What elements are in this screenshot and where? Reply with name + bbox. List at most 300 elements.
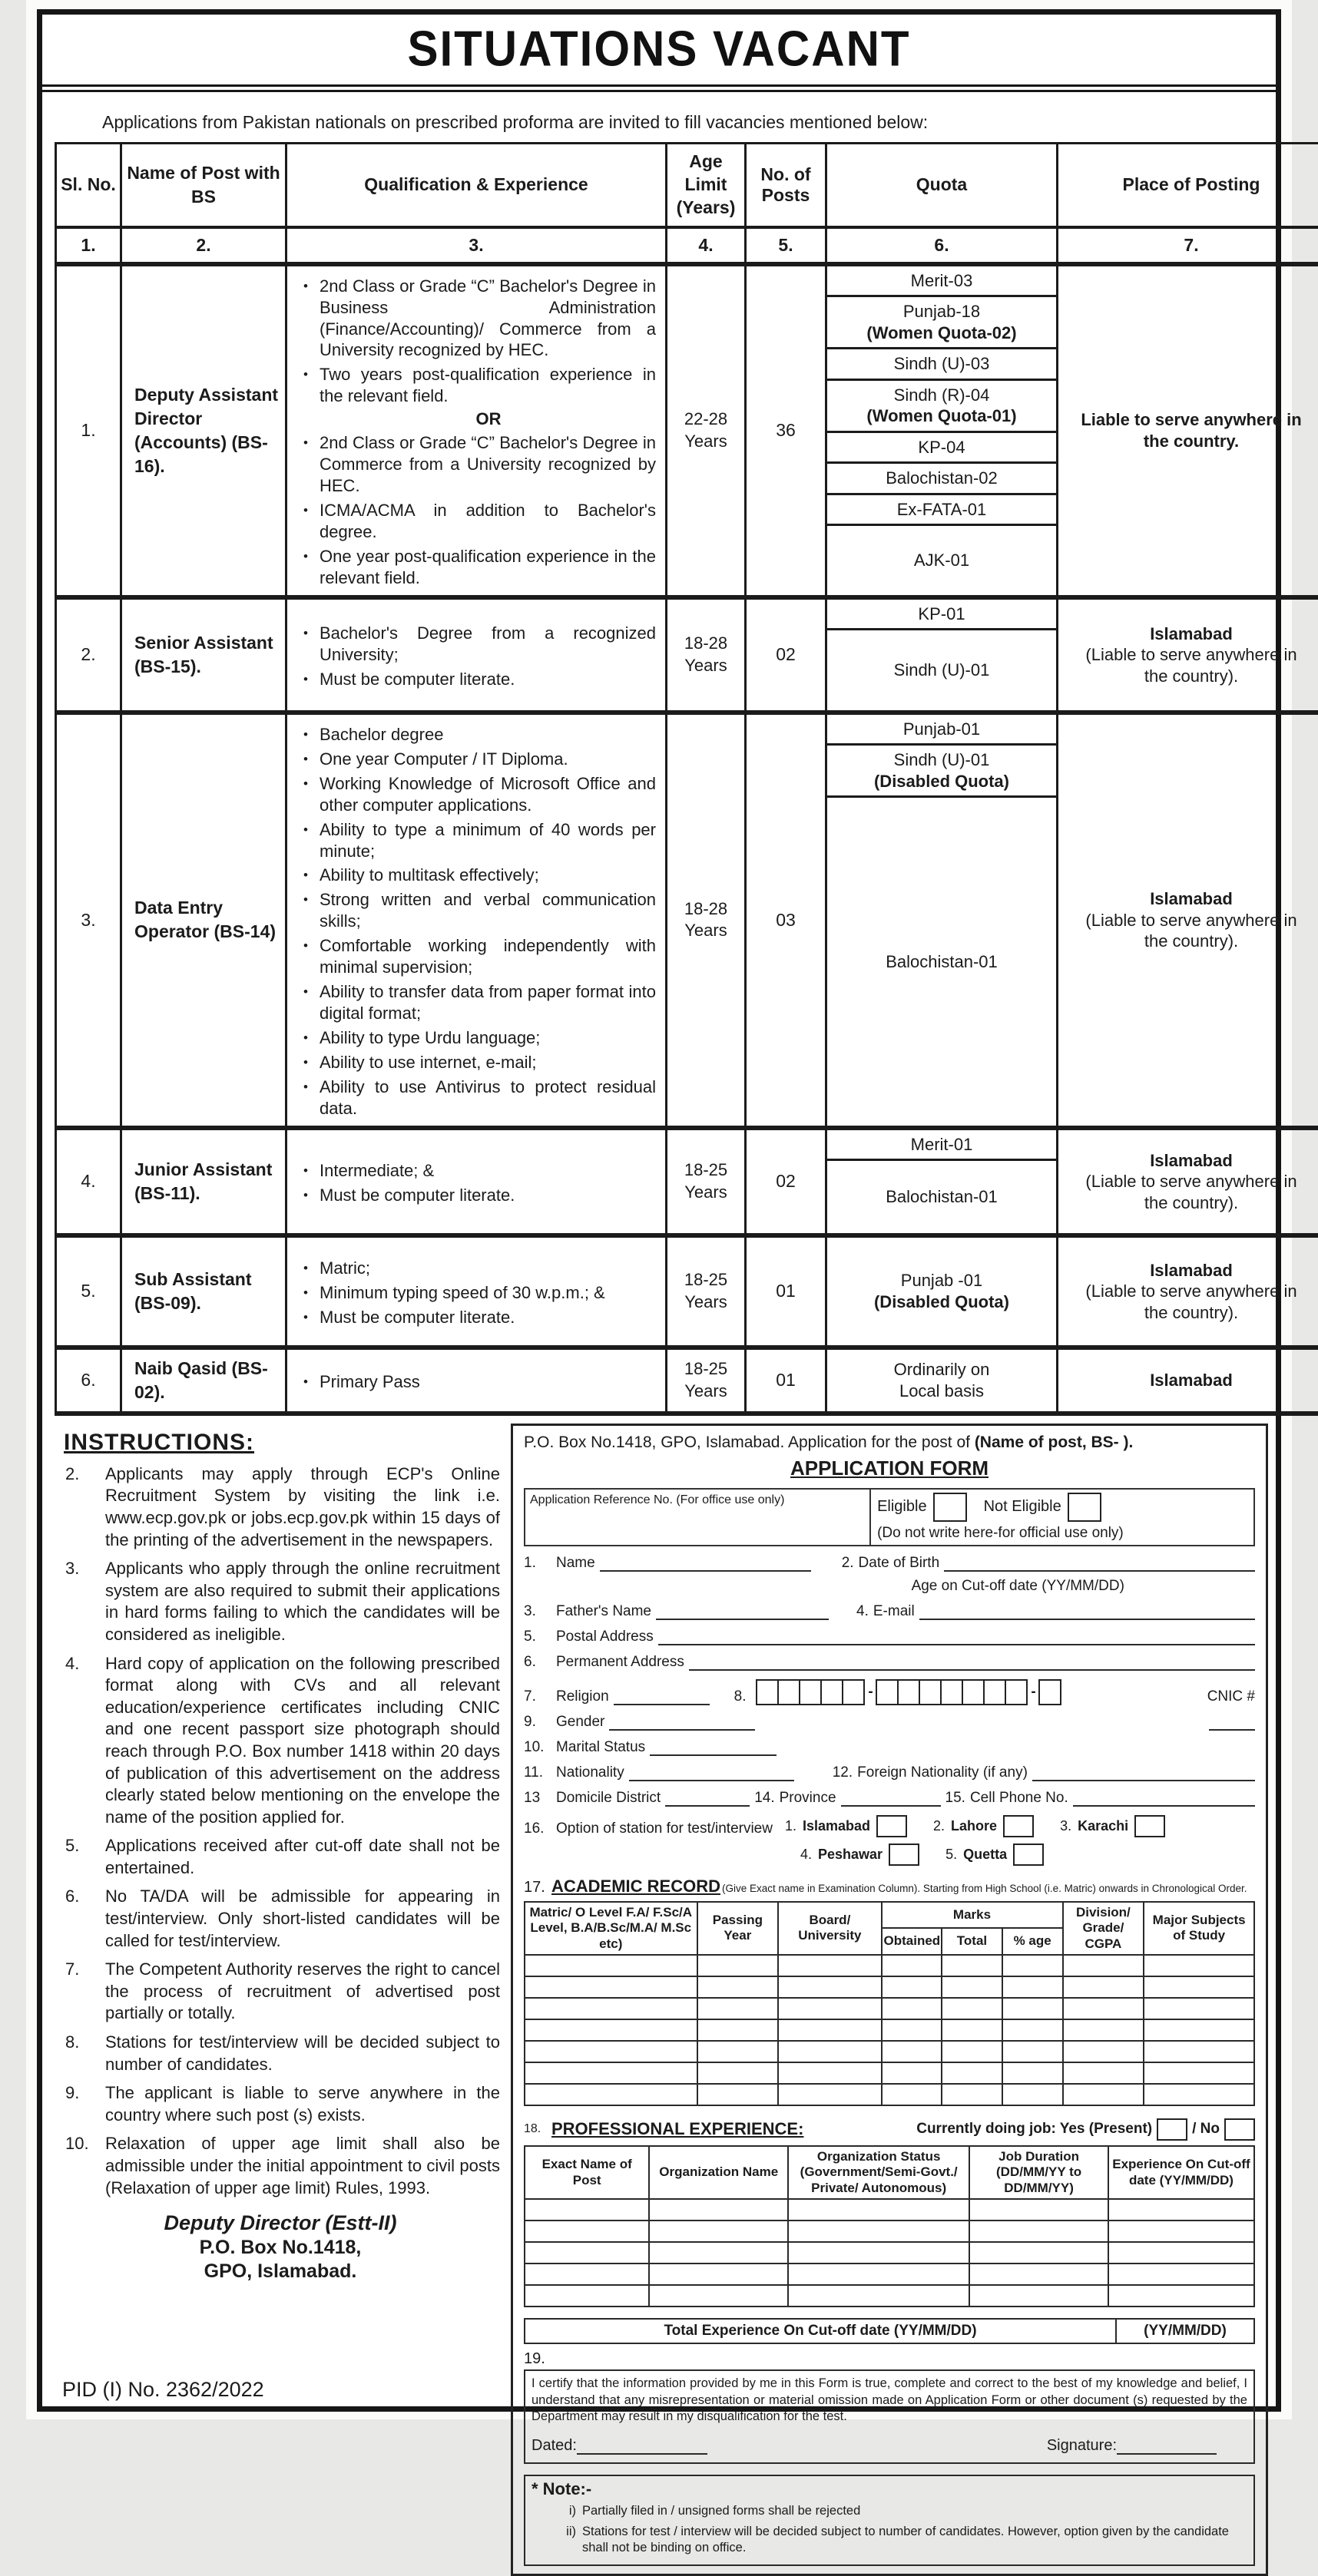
- quota-segment: [827, 746, 1056, 798]
- station-checkbox: [876, 1815, 907, 1837]
- newspaper-ad-page: [26, 0, 1292, 2419]
- td-element: [525, 1998, 697, 2019]
- experience-empty-row: [525, 2221, 1254, 2242]
- item-number: 10.: [61, 2133, 105, 2199]
- qualification-text: Must be computer literate.: [320, 1185, 657, 1206]
- td-element: [525, 2199, 649, 2221]
- station-checkbox: [889, 1844, 919, 1866]
- place-cell: [1058, 597, 1318, 713]
- qualification-text: 2nd Class or Grade “C” Bachelor's Degree in Commerce from a University recognized by HEC.: [320, 432, 657, 497]
- cnic-boxes: [757, 1679, 1061, 1705]
- td-element: [697, 1998, 779, 2019]
- qualification-text: Primary Pass: [320, 1371, 657, 1393]
- nationality-blank: [629, 1767, 794, 1781]
- td-element: [525, 1976, 697, 1998]
- academic-empty-row: [525, 1998, 1254, 2019]
- bullet-icon: •: [292, 623, 320, 666]
- exp-duration-col-header: Job Duration (DD/MM/YY to DD/MM/YY): [969, 2146, 1108, 2199]
- field-number: 8.: [734, 1688, 747, 1705]
- dob-field-blank: [944, 1558, 1255, 1572]
- instruction-item: [61, 1653, 500, 1829]
- posts-cell: 01: [746, 1348, 826, 1414]
- field-number: 17.: [524, 1879, 551, 1896]
- td-element: [882, 2019, 942, 2041]
- age-cell: 18-25 Years: [667, 1348, 746, 1414]
- item-number: ii): [553, 2524, 582, 2557]
- bullet-icon: •: [292, 773, 320, 816]
- station-option: [945, 1844, 1044, 1866]
- job-no-checkbox: [1224, 2118, 1255, 2141]
- quota-list: [827, 715, 1056, 1126]
- qualification-bullet: [292, 364, 657, 407]
- instruction-item: [61, 1558, 500, 1645]
- station-name: Islamabad: [803, 1818, 870, 1834]
- experience-empty-row: [525, 2242, 1254, 2264]
- place-line: Islamabad: [1150, 888, 1233, 910]
- form-row-station-options: [524, 1815, 1255, 1837]
- qualification-cell: [286, 1128, 667, 1235]
- field-number: 5.: [524, 1629, 551, 1645]
- sl-cell: 2.: [56, 597, 121, 713]
- col-number: 4.: [667, 227, 746, 264]
- cnic-box: [799, 1679, 822, 1705]
- obtained-col-header: Obtained: [882, 1928, 942, 1955]
- quota-line: (Women Quota-02): [866, 322, 1016, 344]
- email-blank: [919, 1606, 1255, 1620]
- cnic-box: [1038, 1679, 1061, 1705]
- quota-cell: [826, 713, 1058, 1128]
- quota-line: Sindh (R)-04: [894, 385, 990, 406]
- signoff-pobox: P.O. Box No.1418,: [61, 2237, 500, 2259]
- academic-record-note: (Give Exact name in Examination Column). Starting from High School (i.e. Matric) onwards in Chronological Order.: [722, 1883, 1247, 1894]
- form-row-nationality: [524, 1764, 1255, 1781]
- percentage-col-header: % age: [1002, 1928, 1063, 1955]
- quota-line: Punjab -01: [901, 1270, 982, 1291]
- bullet-icon: •: [292, 1371, 320, 1393]
- posts-cell: 01: [746, 1235, 826, 1348]
- domicile-label: Domicile District: [556, 1790, 661, 1807]
- bullet-icon: •: [292, 749, 320, 770]
- form-row-father-email: [524, 1603, 1255, 1620]
- form-row-station-options-2: [524, 1844, 1255, 1866]
- qualification-text: Two years post-qualification experience in the relevant field.: [320, 364, 657, 407]
- td-element: [1063, 1976, 1144, 1998]
- passing-year-col-header: Passing Year: [697, 1902, 779, 1955]
- td-element: [1002, 2041, 1063, 2062]
- td-element: [788, 2199, 969, 2221]
- place-line: (Liable to serve anywhere in the country).: [1075, 910, 1307, 952]
- instruction-item: [61, 2133, 500, 2199]
- field-number: 14.: [754, 1790, 774, 1807]
- posts-cell: 02: [746, 1128, 826, 1235]
- td-element: [525, 2242, 649, 2264]
- station-name: Lahore: [951, 1818, 997, 1834]
- td-element: [942, 2062, 1002, 2084]
- instructions-column: [61, 1424, 500, 2576]
- post-cell: Naib Qasid (BS-02).: [121, 1348, 286, 1414]
- bottom-section: [42, 1416, 1276, 2576]
- cnic-box: [777, 1679, 800, 1705]
- qualification-text: ICMA/ACMA in addition to Bachelor's degree.: [320, 500, 657, 543]
- td-element: [1144, 1976, 1254, 1998]
- cnic-box: [940, 1679, 963, 1705]
- total-experience-row: [524, 2318, 1255, 2344]
- item-number: 2.: [61, 1463, 105, 1551]
- col-number: 3.: [286, 227, 667, 264]
- item-text: Applicants may apply through ECP's Online Recruitment System by visiting the link i.e. www.ecp.gov.pk or jobs.ecp.gov.pk within 15 days of the printing of the advertisement in the newspapers.: [105, 1463, 500, 1551]
- quota-segment: [827, 630, 1056, 710]
- thead-element: [525, 1902, 1254, 1955]
- postal-address-blank: [658, 1632, 1255, 1645]
- place-line: (Liable to serve anywhere in the country).: [1075, 1281, 1307, 1323]
- application-form-box: [511, 1424, 1268, 2576]
- form-row-domicile: [524, 1790, 1255, 1807]
- td-element: [1002, 2084, 1063, 2105]
- station-option: [1060, 1815, 1165, 1837]
- quota-line: (Disabled Quota): [874, 1291, 1009, 1313]
- bullet-icon: •: [292, 724, 320, 746]
- quota-line: AJK-01: [914, 550, 969, 571]
- bullet-icon: •: [292, 1052, 320, 1073]
- tbody-element: [56, 264, 1318, 1414]
- field-number: 12.: [833, 1764, 853, 1781]
- field-number: 16.: [524, 1820, 551, 1837]
- item-number: 8.: [61, 2032, 105, 2075]
- field-number: 10.: [524, 1739, 551, 1756]
- place-lines: [1058, 715, 1318, 1126]
- form-row-religion-cnic: [524, 1679, 1255, 1705]
- post-cell: Deputy Assistant Director (Accounts) (BS-16).: [121, 264, 286, 597]
- qualification-bullet: [292, 1371, 657, 1393]
- quota-segment: [827, 600, 1056, 631]
- td-element: [942, 2041, 1002, 2062]
- short-blank: [1209, 1717, 1255, 1731]
- place-line: Islamabad: [1150, 623, 1233, 645]
- qualification-text: Intermediate; &: [320, 1160, 657, 1182]
- quota-line: Balochistan-02: [886, 468, 998, 489]
- post-cell: Sub Assistant (BS-09).: [121, 1235, 286, 1348]
- province-label: Province: [780, 1790, 836, 1807]
- td-element: [525, 2221, 649, 2242]
- field-number: 1.: [524, 1555, 551, 1572]
- col-header-posts: No. of Posts: [746, 144, 826, 227]
- td-element: [778, 2019, 881, 2041]
- marks-group-header: Marks: [882, 1902, 1063, 1929]
- signature-label: Signature:: [1047, 2437, 1117, 2455]
- quota-line: Balochistan-01: [886, 951, 998, 973]
- td-element: [942, 1976, 1002, 1998]
- pid-number: PID (I) No. 2362/2022: [62, 2378, 264, 2402]
- td-element: [525, 2084, 697, 2105]
- td-element: [525, 2019, 697, 2041]
- form-pobox-text: P.O. Box No.1418, GPO, Islamabad.: [524, 1433, 784, 1451]
- td-element: [1063, 2041, 1144, 2062]
- item-text: No TA/DA will be admissible for appearing in test/interview. Only short-listed candidates will be called for test/interview.: [105, 1886, 500, 1952]
- foreign-nationality-label: Foreign Nationality (if any): [857, 1764, 1028, 1781]
- bullet-icon: •: [292, 500, 320, 543]
- qualification-bullet: [292, 935, 657, 978]
- place-lines: [1058, 1238, 1318, 1345]
- td-element: [649, 2264, 788, 2285]
- form-row-name-dob: [524, 1555, 1255, 1572]
- item-number: i): [553, 2503, 582, 2519]
- td-element: [1144, 1955, 1254, 1976]
- domicile-blank: [665, 1793, 750, 1807]
- dob-field-label: Date of Birth: [859, 1555, 940, 1572]
- station-checkbox: [1013, 1844, 1044, 1866]
- qualification-cell: [286, 264, 667, 597]
- place-line: Islamabad: [1150, 1150, 1233, 1172]
- dated-label: Dated:: [532, 2437, 577, 2455]
- td-element: [697, 2041, 779, 2062]
- qualification-bullet: [292, 432, 657, 497]
- col-number: 2.: [121, 227, 286, 264]
- td-element: [1002, 1998, 1063, 2019]
- page-title: SITUATIONS VACANT: [42, 20, 1276, 78]
- td-element: [882, 2084, 942, 2105]
- field-number: 7.: [524, 1688, 551, 1705]
- item-text: The applicant is liable to serve anywhere in the country where such post (s) exists.: [105, 2082, 500, 2126]
- td-element: [697, 2084, 779, 2105]
- qualification-text: Bachelor degree: [320, 724, 657, 746]
- signoff-block: [61, 2211, 500, 2283]
- td-element: [525, 1955, 697, 1976]
- official-use-note: (Do not write here-for official use only): [877, 1525, 1247, 1542]
- station-number: 3.: [1060, 1818, 1071, 1834]
- quota-cell: [826, 1348, 1058, 1414]
- station-number: 1.: [785, 1818, 796, 1834]
- quota-line: Ordinarily on: [894, 1359, 990, 1381]
- marital-status-blank: [650, 1742, 777, 1756]
- qualification-text: Must be computer literate.: [320, 669, 657, 690]
- experience-table: [524, 2145, 1255, 2307]
- quota-segment: [827, 526, 1056, 595]
- note-item: [532, 2503, 1247, 2519]
- cnic-label: CNIC #: [1207, 1688, 1255, 1705]
- academic-record-heading: [524, 1877, 1255, 1896]
- td-element: [1063, 1998, 1144, 2019]
- qualification-bullet: [292, 623, 657, 666]
- or-separator: OR: [320, 409, 657, 429]
- td-element: [1063, 2084, 1144, 2105]
- academic-empty-row: [525, 2084, 1254, 2105]
- academic-empty-row: [525, 2041, 1254, 2062]
- religion-blank: [614, 1691, 710, 1705]
- field-number: 6.: [524, 1654, 551, 1671]
- bullet-icon: •: [292, 935, 320, 978]
- total-experience-label: Total Experience On Cut-off date (YY/MM/DD): [525, 2320, 1117, 2343]
- current-job-row: [916, 2118, 1255, 2141]
- field-number: 9.: [524, 1714, 551, 1731]
- quota-segment: [827, 1130, 1056, 1162]
- td-element: [778, 2062, 881, 2084]
- qualification-cell: [286, 1348, 667, 1414]
- td-element: [525, 2264, 649, 2285]
- place-cell: [1058, 1128, 1318, 1235]
- quota-segment: [827, 1161, 1056, 1233]
- qualification-bullet: [292, 1027, 657, 1049]
- bullet-icon: •: [292, 1282, 320, 1304]
- gender-label: Gender: [556, 1714, 604, 1731]
- item-19-number: 19.: [524, 2350, 1255, 2368]
- eligible-checkbox: [933, 1493, 967, 1522]
- qualification-text: Ability to type Urdu language;: [320, 1027, 657, 1049]
- father-name-label: Father's Name: [556, 1603, 651, 1620]
- sl-cell: 3.: [56, 713, 121, 1128]
- place-cell: [1058, 713, 1318, 1128]
- tbody-element: [525, 2199, 1254, 2306]
- qualification-text: 2nd Class or Grade “C” Bachelor's Degree in Business Administration (Finance/Accounting)/ Commerce from a University recognized by HEC.: [320, 276, 657, 362]
- quota-line: (Disabled Quota): [874, 771, 1009, 792]
- bullet-icon: •: [292, 669, 320, 690]
- station-option: [785, 1815, 907, 1837]
- field-number: 4.: [856, 1603, 869, 1620]
- quota-cell: [826, 597, 1058, 713]
- age-cell: 18-28 Years: [667, 713, 746, 1128]
- station-checkbox: [1134, 1815, 1165, 1837]
- exam-col-header: Matric/ O Level F.A/ F.Sc/A Level, B.A/B.Sc/M.A/ M.Sc etc): [525, 1902, 697, 1955]
- form-row-postal: [524, 1629, 1255, 1645]
- td-element: [882, 2041, 942, 2062]
- quota-line: Sindh (U)-01: [894, 749, 990, 771]
- qualification-bullet: [292, 773, 657, 816]
- quota-segment: [827, 464, 1056, 495]
- quota-line: KP-01: [918, 603, 965, 625]
- academic-record-table: [524, 1901, 1255, 2106]
- qualification-text: Ability to type a minimum of 40 words per minute;: [320, 819, 657, 862]
- experience-empty-row: [525, 2199, 1254, 2221]
- experience-empty-row: [525, 2264, 1254, 2285]
- qualification-text: Strong written and verbal communication skills;: [320, 889, 657, 932]
- quota-line: Sindh (U)-03: [894, 353, 990, 375]
- item-number: 5.: [61, 1835, 105, 1879]
- total-experience-value: (YY/MM/DD): [1117, 2320, 1253, 2343]
- cell-phone-label: Cell Phone No.: [970, 1790, 1068, 1807]
- qualification-bullet: [292, 1052, 657, 1073]
- place-line: Islamabad: [1150, 1260, 1233, 1281]
- dated-blank: [577, 2441, 707, 2455]
- table-row: [56, 1128, 1318, 1235]
- experience-header-row: [525, 2146, 1254, 2199]
- place-lines: [1058, 1350, 1318, 1411]
- note-list: [532, 2503, 1247, 2556]
- exp-status-col-header: Organization Status (Government/Semi-Govt./ Private/ Autonomous): [788, 2146, 969, 2199]
- qualification-bullet: [292, 1076, 657, 1119]
- station-option: [933, 1815, 1034, 1837]
- td-element: [942, 2084, 1002, 2105]
- place-lines: [1058, 266, 1318, 595]
- jobs-table-header: [56, 144, 1318, 264]
- qualification-bullet: [292, 749, 657, 770]
- cnic-box: [962, 1679, 985, 1705]
- td-element: [649, 2221, 788, 2242]
- td-element: [649, 2242, 788, 2264]
- col-header-age: Age Limit (Years): [667, 144, 746, 227]
- item-number: 6.: [61, 1886, 105, 1952]
- foreign-nationality-blank: [1032, 1767, 1255, 1781]
- sl-cell: 5.: [56, 1235, 121, 1348]
- quota-segment: [827, 433, 1056, 465]
- age-cell: 18-28 Years: [667, 597, 746, 713]
- item-text: The Competent Authority reserves the right to cancel the process of recruitment of advertised post partially or totally.: [105, 1959, 500, 2025]
- qualification-bullet: [292, 889, 657, 932]
- quota-line: Ex-FATA-01: [897, 499, 987, 521]
- academic-empty-row: [525, 1955, 1254, 1976]
- td-element: [525, 2041, 697, 2062]
- academic-empty-row: [525, 2019, 1254, 2041]
- td-element: [1002, 1976, 1063, 1998]
- name-field-blank: [600, 1558, 811, 1572]
- item-number: 4.: [61, 1653, 105, 1829]
- td-element: [1144, 2062, 1254, 2084]
- td-element: [1144, 2041, 1254, 2062]
- bullet-icon: •: [292, 1307, 320, 1328]
- item-number: 3.: [61, 1558, 105, 1645]
- td-element: [969, 2285, 1108, 2306]
- qualification-bullet: [292, 1282, 657, 1304]
- eligibility-area: [871, 1490, 1253, 1545]
- td-element: [1144, 2019, 1254, 2041]
- sl-cell: 6.: [56, 1348, 121, 1414]
- job-no-label: / No: [1192, 2121, 1220, 2138]
- qualification-list: [292, 623, 657, 690]
- td-element: [969, 2199, 1108, 2221]
- col-header-qualification: Qualification & Experience: [286, 144, 667, 227]
- experience-heading-row: [524, 2118, 1255, 2141]
- td-element: [525, 2062, 697, 2084]
- quota-cell: [826, 1235, 1058, 1348]
- cnic-box: [756, 1679, 779, 1705]
- instructions-heading: INSTRUCTIONS:: [64, 1430, 500, 1456]
- qualification-list: [292, 276, 657, 589]
- td-element: [969, 2221, 1108, 2242]
- qualification-bullet: [292, 1307, 657, 1328]
- col-number: 5.: [746, 227, 826, 264]
- bullet-icon: •: [292, 1076, 320, 1119]
- qualification-text: One year Computer / IT Diploma.: [320, 749, 657, 770]
- td-element: [788, 2242, 969, 2264]
- instruction-item: [61, 1886, 500, 1952]
- note-box: [524, 2475, 1255, 2565]
- place-line: Islamabad: [1150, 1370, 1233, 1391]
- qualification-text: Ability to use Antivirus to protect residual data.: [320, 1076, 657, 1119]
- td-element: [649, 2199, 788, 2221]
- father-name-blank: [656, 1606, 829, 1620]
- subjects-col-header: Major Subjects of Study: [1144, 1902, 1254, 1955]
- qualification-bullet: [292, 1258, 657, 1279]
- bullet-icon: •: [292, 1258, 320, 1279]
- qualification-text: Ability to multitask effectively;: [320, 865, 657, 886]
- qualification-cell: [286, 1235, 667, 1348]
- ad-sheet: [37, 9, 1281, 2412]
- note-item: [532, 2524, 1247, 2557]
- bullet-icon: •: [292, 1160, 320, 1182]
- gender-blank: [609, 1717, 755, 1731]
- quota-line: Local basis: [899, 1381, 984, 1402]
- quota-list: [827, 266, 1056, 595]
- td-element: [778, 1955, 881, 1976]
- field-number: 2.: [842, 1555, 854, 1572]
- qualification-text: Ability to use internet, e-mail;: [320, 1052, 657, 1073]
- qualification-text: Working Knowledge of Microsoft Office and other computer applications.: [320, 773, 657, 816]
- exp-org-col-header: Organization Name: [649, 2146, 788, 2199]
- place-line: (Liable to serve anywhere in the country).: [1075, 644, 1307, 686]
- td-element: [882, 1976, 942, 1998]
- td-element: [697, 1976, 779, 1998]
- station-option-label: Option of station for test/interview: [556, 1820, 773, 1837]
- title-band: [42, 15, 1276, 92]
- quota-line: Punjab-01: [903, 719, 980, 740]
